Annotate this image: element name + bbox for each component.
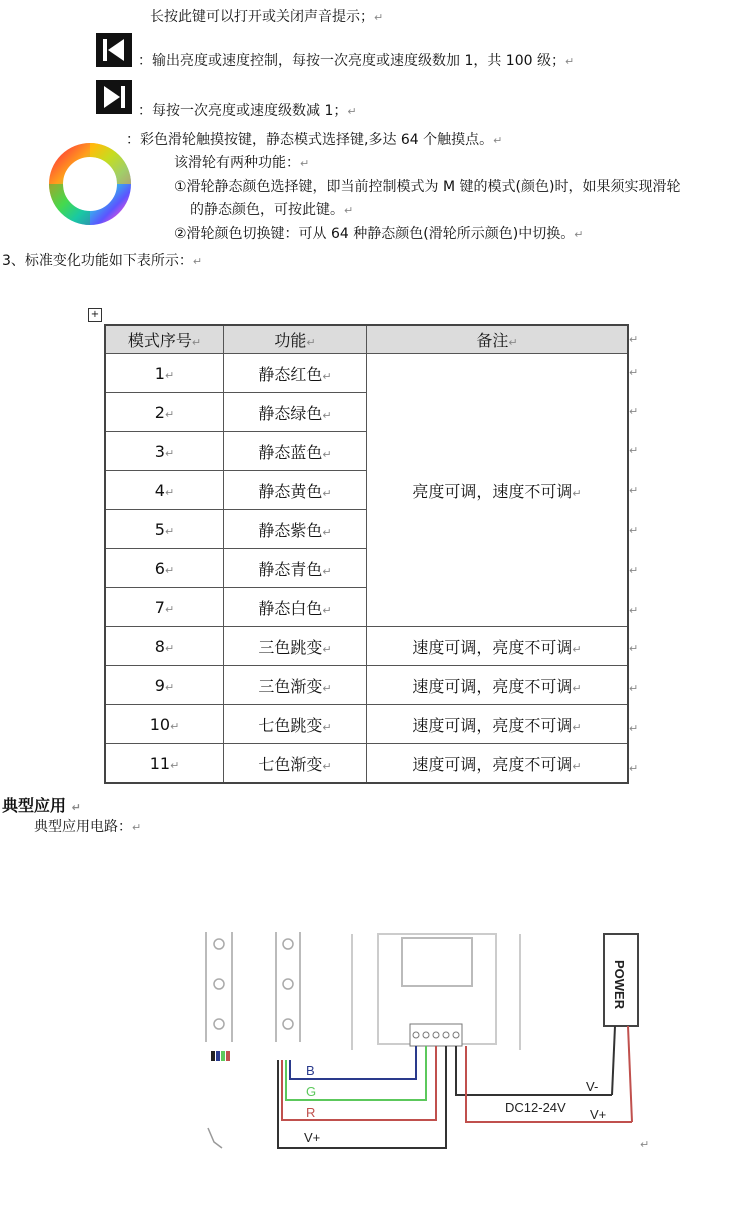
wheel-function-1-cont: [190, 201, 353, 220]
wheel-description: [126, 131, 502, 150]
header-function-text: 功能: [274, 331, 307, 350]
paragraph-mark: ↵: [564, 55, 575, 68]
controller-box: [352, 934, 520, 1050]
mode-number-cell: 10↵: [105, 705, 224, 744]
wire-label-r: R: [306, 1105, 316, 1120]
color-wheel-icon: [48, 142, 132, 230]
mode-number-cell: 9↵: [105, 666, 224, 705]
wheel-description-text: ：彩色滑轮触摸按键，静态模式选择键,多达 64 个触摸点。: [126, 132, 494, 148]
row-end-mark: ↵: [629, 722, 639, 735]
next-description-text: ：每按一次亮度或速度级数减 1；: [138, 103, 348, 119]
header-note-text: 备注: [476, 331, 509, 350]
table-header-row: [105, 325, 628, 354]
wheel-function-1: [174, 178, 750, 196]
wire-label-b: B: [306, 1063, 315, 1078]
skip-next-icon: [96, 80, 132, 118]
row-end-mark: ↵: [629, 444, 639, 457]
long-press-text: [150, 8, 383, 27]
note-cell: 速度可调，亮度不可调↵: [367, 666, 629, 705]
application-heading-text: 典型应用: [2, 796, 67, 815]
mode-number-cell: 1↵: [105, 354, 224, 393]
paragraph-mark: ↵: [132, 821, 142, 834]
application-subheading: [34, 818, 141, 837]
function-cell: 静态红色↵: [224, 354, 367, 393]
note-cell: 速度可调，亮度不可调↵: [367, 744, 629, 784]
wire-label-g: G: [306, 1084, 317, 1099]
prev-description-text: ：输出亮度或速度控制，每按一次亮度或速度级数加 1，共 100 级；: [138, 53, 565, 69]
header-note: 备注↵: [367, 325, 629, 354]
next-description: [138, 102, 357, 121]
wiring: [278, 1046, 632, 1148]
modes-table: [104, 324, 629, 784]
wheel-functions-title-text: 该滑轮有两种功能：: [174, 155, 300, 171]
table-row: [105, 744, 628, 784]
led-strip-2: [276, 932, 300, 1042]
wheel-functions-title: [174, 154, 309, 173]
function-cell: 静态紫色↵: [224, 510, 367, 549]
mode-number-cell: 11↵: [105, 744, 224, 784]
table-row: [105, 354, 628, 393]
row-end-mark: ↵: [629, 484, 639, 497]
table-row: [105, 666, 628, 705]
function-cell: 七色渐变↵: [224, 744, 367, 784]
function-cell: 三色渐变↵: [224, 666, 367, 705]
prev-description: [138, 52, 574, 71]
table-move-handle-icon[interactable]: +: [88, 308, 102, 322]
merged-note-text: 亮度可调，速度不可调: [412, 481, 573, 501]
application-heading: [2, 793, 81, 816]
row-end-mark: ↵: [629, 524, 639, 537]
wire-label-vplus-left: V+: [304, 1130, 321, 1145]
mode-number-cell: 2↵: [105, 393, 224, 432]
mode-number-cell: 3↵: [105, 432, 224, 471]
skip-previous-icon: [96, 33, 132, 71]
paragraph-mark: ↵: [300, 157, 310, 170]
led-strip-1: [206, 932, 232, 1061]
paragraph-mark: ↵: [640, 1138, 650, 1151]
mode-number-cell: 5↵: [105, 510, 224, 549]
wheel-function-2-text: ②滑轮颜色切换键：可从 64 种静态颜色(滑轮所示颜色)中切换。: [174, 226, 575, 242]
header-mode-number: 模式序号↵: [105, 325, 224, 354]
long-press-label: 长按此键可以打开或关闭声音提示；: [150, 9, 374, 25]
paragraph-mark: ↵: [71, 801, 81, 814]
row-end-mark: ↵: [629, 405, 639, 418]
function-cell: 静态白色↵: [224, 588, 367, 627]
power-label: POWER: [612, 960, 627, 1010]
paragraph-mark: ↵: [192, 255, 203, 268]
application-subheading-text: 典型应用电路：: [34, 819, 132, 835]
header-mode-number-text: 模式序号: [127, 331, 192, 350]
section-3-text: 3、标准变化功能如下表所示：: [2, 253, 193, 269]
mode-number-cell: 6↵: [105, 549, 224, 588]
paragraph-mark: ↵: [344, 204, 354, 217]
mode-number-cell: 4↵: [105, 471, 224, 510]
paragraph-mark: ↵: [574, 228, 584, 241]
wheel-function-2: [174, 225, 583, 244]
function-cell: 三色跳变↵: [224, 627, 367, 666]
row-end-mark: ↵: [629, 333, 639, 346]
dc-voltage-label: DC12-24V: [505, 1100, 566, 1115]
vminus-label: V-: [586, 1079, 599, 1094]
function-cell: 七色跳变↵: [224, 705, 367, 744]
note-cell: 速度可调，亮度不可调↵: [367, 705, 629, 744]
row-end-mark: ↵: [629, 604, 639, 617]
row-end-mark: ↵: [629, 682, 639, 695]
paragraph-mark: ↵: [374, 11, 384, 24]
function-cell: 静态青色↵: [224, 549, 367, 588]
power-adapter: [604, 934, 638, 1122]
mode-number-cell: 8↵: [105, 627, 224, 666]
mode-number-cell: 7↵: [105, 588, 224, 627]
header-function: 功能↵: [224, 325, 367, 354]
paragraph-mark: ↵: [347, 105, 357, 118]
function-cell: 静态绿色↵: [224, 393, 367, 432]
paragraph-mark: ↵: [493, 134, 503, 147]
wheel-function-1-text: ①滑轮静态颜色选择键，即当前控制模式为 M 键的模式(颜色)时，如果须实现滑轮: [174, 179, 681, 195]
row-end-mark: ↵: [629, 564, 639, 577]
merged-note-cell: 亮度可调，速度不可调↵: [367, 354, 629, 627]
vplus-label: V+: [590, 1107, 607, 1122]
application-circuit-diagram: [0, 920, 750, 1160]
row-end-mark: ↵: [629, 366, 639, 379]
section-3-heading: [2, 252, 202, 271]
function-cell: 静态黄色↵: [224, 471, 367, 510]
row-end-mark: ↵: [629, 762, 639, 775]
table-row: [105, 627, 628, 666]
wheel-function-1-cont-text: 的静态颜色，可按此键。: [190, 202, 344, 218]
row-end-mark: ↵: [629, 642, 639, 655]
function-cell: 静态蓝色↵: [224, 432, 367, 471]
note-cell: 速度可调，亮度不可调↵: [367, 627, 629, 666]
table-row: [105, 705, 628, 744]
